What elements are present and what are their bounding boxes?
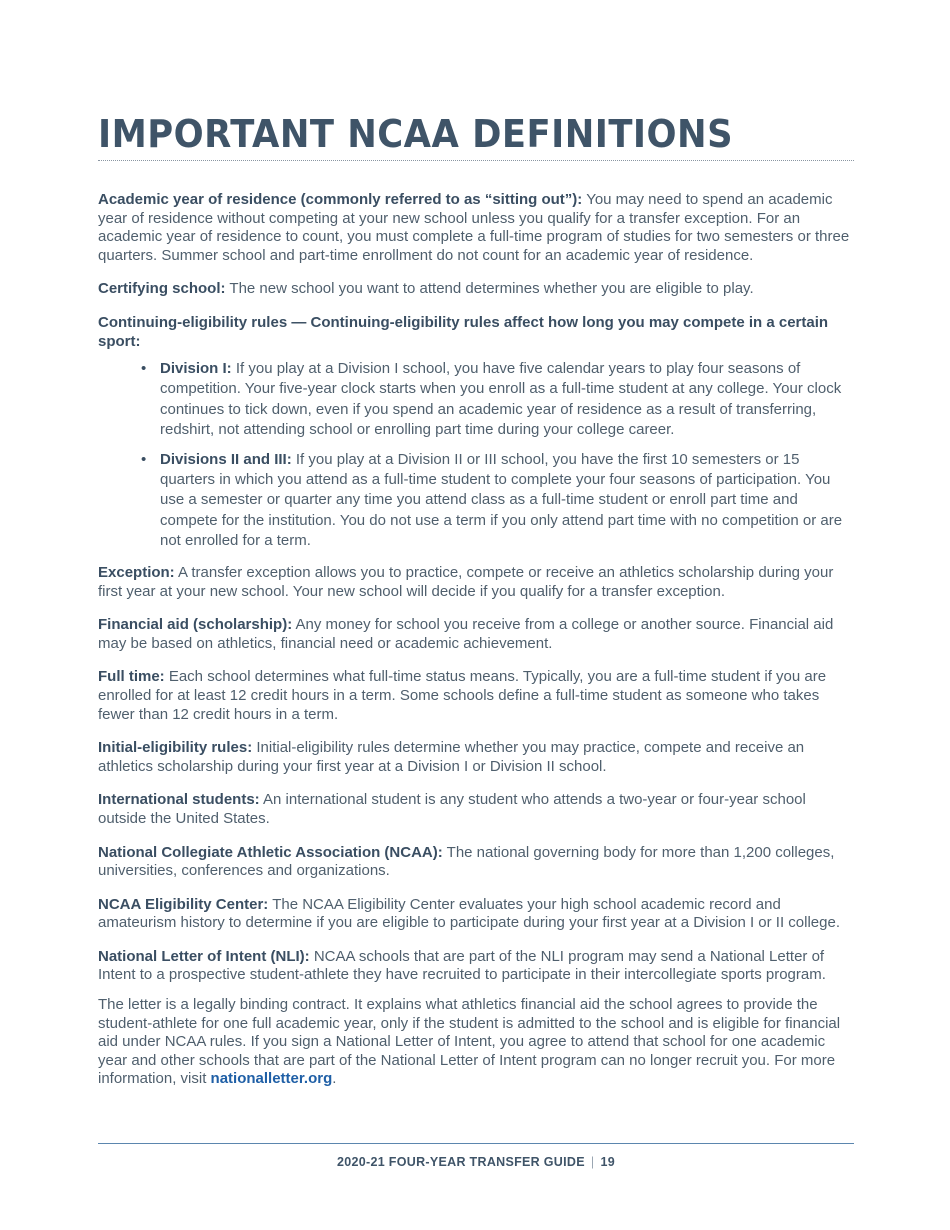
definition-text: The NCAA Eligibility Center evaluates your high school academic record and amateurism history to determine if you are eligible to participate during your first year at a Division I or II college. — [98, 895, 841, 932]
definition-text: An international student is any student who attends a two-year or four-year school outside the United States. — [98, 791, 806, 827]
definition-certifying-school — [98, 280, 854, 299]
definition-initial-eligibility — [98, 739, 854, 776]
definition-text: A transfer exception allows you to practice, compete or receive an athletics scholarship during your first year at your new school. Your new school will decide if you qualify for a transfer exception. — [98, 563, 834, 600]
footer-divider — [98, 1143, 854, 1144]
bullet-text: If you play at a Division I school, you have five calendar years to play four seasons of competition. Your five-year clock starts when you enroll as a full-time student at any college. Your clock continues to tick down, even if you spend an academic year of residence as a result of transferring, redshirt, not attending school or enrolling part time during your college career. — [160, 360, 842, 438]
list-item-division-i — [141, 359, 854, 440]
bullet-term: Divisions II and III: — [160, 450, 292, 468]
continuing-eligibility-list — [98, 359, 854, 551]
bullet-term: Division I: — [160, 360, 232, 378]
definition-international-students — [98, 791, 854, 828]
bullet-text: If you play at a Division II or III school, you have the first 10 semesters or 15 quarters in which you attend as a full-time student to complete your four seasons of participation. You use a semester or quarter any time you attend class as a full-time student or enroll part time and compete for the institution. You do not use a term if you only attend part time with no competition or are not enrolled for a term. — [160, 450, 843, 549]
definition-full-time — [98, 668, 854, 724]
footer-separator: | — [590, 1155, 595, 1169]
definition-text: Initial-eligibility rules determine whether you may practice, compete and receive an athletics scholarship during your first year at a Division I or Division II school. — [98, 739, 805, 775]
definition-term: National Letter of Intent (NLI): — [98, 947, 310, 965]
definition-eligibility-center — [98, 896, 854, 933]
definition-term: Exception: — [98, 563, 175, 581]
list-item-divisions-ii-iii — [141, 450, 854, 551]
nli-followup-paragraph — [98, 996, 854, 1089]
page-content — [98, 112, 854, 1104]
definition-term: Full time: — [98, 668, 165, 686]
definition-ncaa — [98, 844, 854, 881]
definition-term: Academic year of residence (commonly referred to as “sitting out”): — [98, 191, 583, 208]
definition-financial-aid — [98, 616, 854, 653]
nli-followup-text: The letter is a legally binding contract. It explains what athletics financial aid the school agrees to provide the student-athlete for one full academic year, only if the student is admitted to the school and is eligible for financial aid under NCAA rules. If you sign a National Letter of Intent, you agree to attend that school for one academic year and other schools that are part of the National Letter of Intent program can no longer recruit you. For more information, visit — [98, 996, 841, 1088]
definition-nli — [98, 948, 854, 985]
definition-term: NCAA Eligibility Center: — [98, 895, 269, 913]
definition-academic-year — [98, 191, 854, 265]
definition-text: You may need to spend an academic year of residence without competing at your new school unless you qualify for a transfer exception. For an academic year of residence to count, you must complete a full-time program of studies for two semesters or three quarters. Summer school and part-time enrollment do not count for an academic year of residence. — [98, 191, 850, 264]
definition-term: Initial-eligibility rules: — [98, 739, 253, 757]
definition-term: National Collegiate Athletic Association (NCAA): — [98, 843, 443, 861]
definition-text: Each school determines what full-time status means. Typically, you are a full-time student if you are enrolled for at least 12 credit hours in a term. Some schools define a full-time student as someone who takes fewer than 12 credit hours in a term. — [98, 668, 827, 723]
footer-guide-title: 2020-21 FOUR-YEAR TRANSFER GUIDE — [337, 1155, 585, 1169]
bullet-icon: • — [141, 450, 147, 468]
bullet-icon: • — [141, 360, 147, 378]
footer-page-number: 19 — [600, 1155, 615, 1169]
nationalletter-link[interactable]: nationalletter.org — [210, 1070, 333, 1088]
page-footer — [98, 1155, 854, 1169]
nli-link-suffix: . — [332, 1070, 337, 1088]
definition-text: The national governing body for more than 1,200 colleges, universities, conferences and organizations. — [98, 843, 835, 880]
definition-term: International students: — [98, 791, 260, 809]
page-title: IMPORTANT NCAA DEFINITIONS — [98, 112, 734, 156]
definition-text: Any money for school you receive from a college or another source. Financial aid may be based on athletics, financial need or academic achievement. — [98, 616, 834, 652]
title-divider — [98, 160, 854, 161]
definition-term: Financial aid (scholarship): — [98, 616, 293, 634]
definition-text: NCAA schools that are part of the NLI program may send a National Letter of Intent to a prospective student-athlete they have recruited to participate in their intercollegiate sports program. — [98, 947, 826, 984]
definition-term: Certifying school: — [98, 280, 226, 298]
definitions-list — [98, 191, 854, 1089]
definition-exception — [98, 564, 854, 601]
definition-text: The new school you want to attend determines whether you are eligible to play. — [225, 280, 754, 298]
continuing-eligibility-heading: Continuing-eligibility rules — Continuing-eligibility rules affect how long you may compete in a certain sport: — [98, 313, 829, 350]
